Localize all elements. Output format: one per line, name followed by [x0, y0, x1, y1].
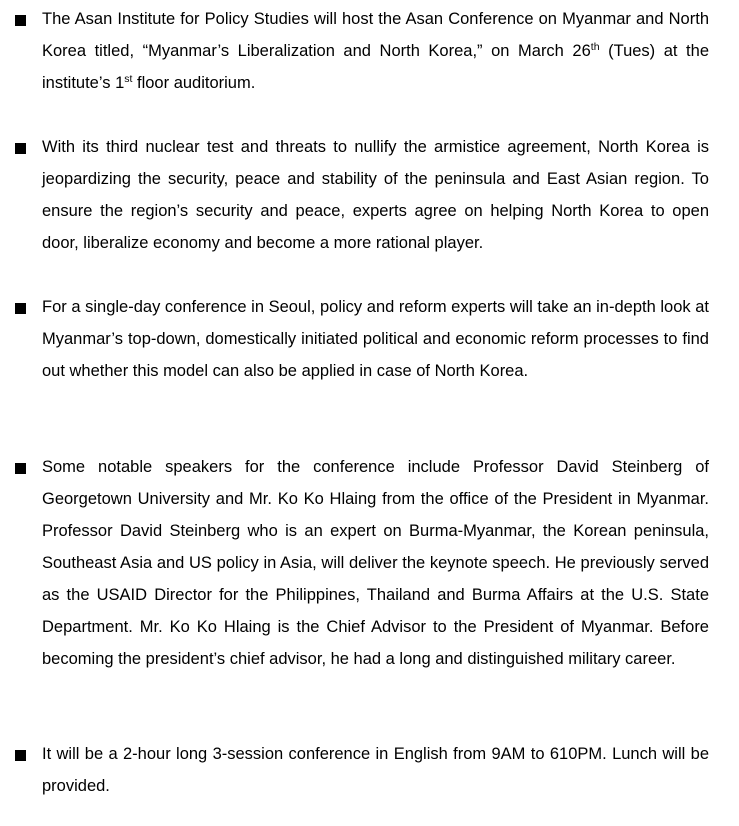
bullet-text: For a single-day conference in Seoul, policy and reform experts will take an in-depth look at Myanmar’s top-down, domestically initiated political and economic reform processes to find out whether this model can also be applied in case of North Korea. — [42, 298, 709, 380]
ordinal-suffix: st — [124, 73, 133, 85]
bullet-text-part: (Tues) at the institute’s 1 — [42, 42, 709, 92]
bullet-text-part: The Asan Institute for Policy Studies will host the Asan Conference on Myanmar and North Korea titled, “Myanmar’s Liberalization and North Korea,” on March 26 — [42, 10, 709, 60]
square-bullet-icon — [15, 750, 26, 761]
square-bullet-icon — [15, 463, 26, 474]
bullet-text — [42, 3, 709, 99]
bullet-text: Some notable speakers for the conference include Professor David Steinberg of Georgetown University and Mr. Ko Ko Hlaing from the office of the President in Myanmar. Professor David Steinberg who is an expert on Burma-Myanmar, the Korean peninsula, Southeast Asia and US policy in Asia, will deliver the keynote speech. He previously served as the USAID Director for the Philippines, Thailand and Burma Affairs at the U.S. State Department. Mr. Ko Ko Hlaing is the Chief Advisor to the President of Myanmar. Before becoming the president’s chief advisor, he had a long and distinguished military career. — [42, 458, 709, 668]
ordinal-suffix: th — [590, 41, 600, 53]
square-bullet-icon — [15, 15, 26, 26]
square-bullet-icon — [15, 303, 26, 314]
bullet-text-part: floor auditorium. — [132, 74, 256, 92]
square-bullet-icon — [15, 143, 26, 154]
bullet-text: It will be a 2-hour long 3-session conference in English from 9AM to 610PM. Lunch will be provided. — [42, 745, 709, 795]
bullet-text: With its third nuclear test and threats to nullify the armistice agreement, North Korea is jeopardizing the security, peace and stability of the peninsula and East Asian region. To ensure the region’s security and peace, experts agree on helping North Korea to open door, liberalize economy and become a more rational player. — [42, 138, 709, 252]
